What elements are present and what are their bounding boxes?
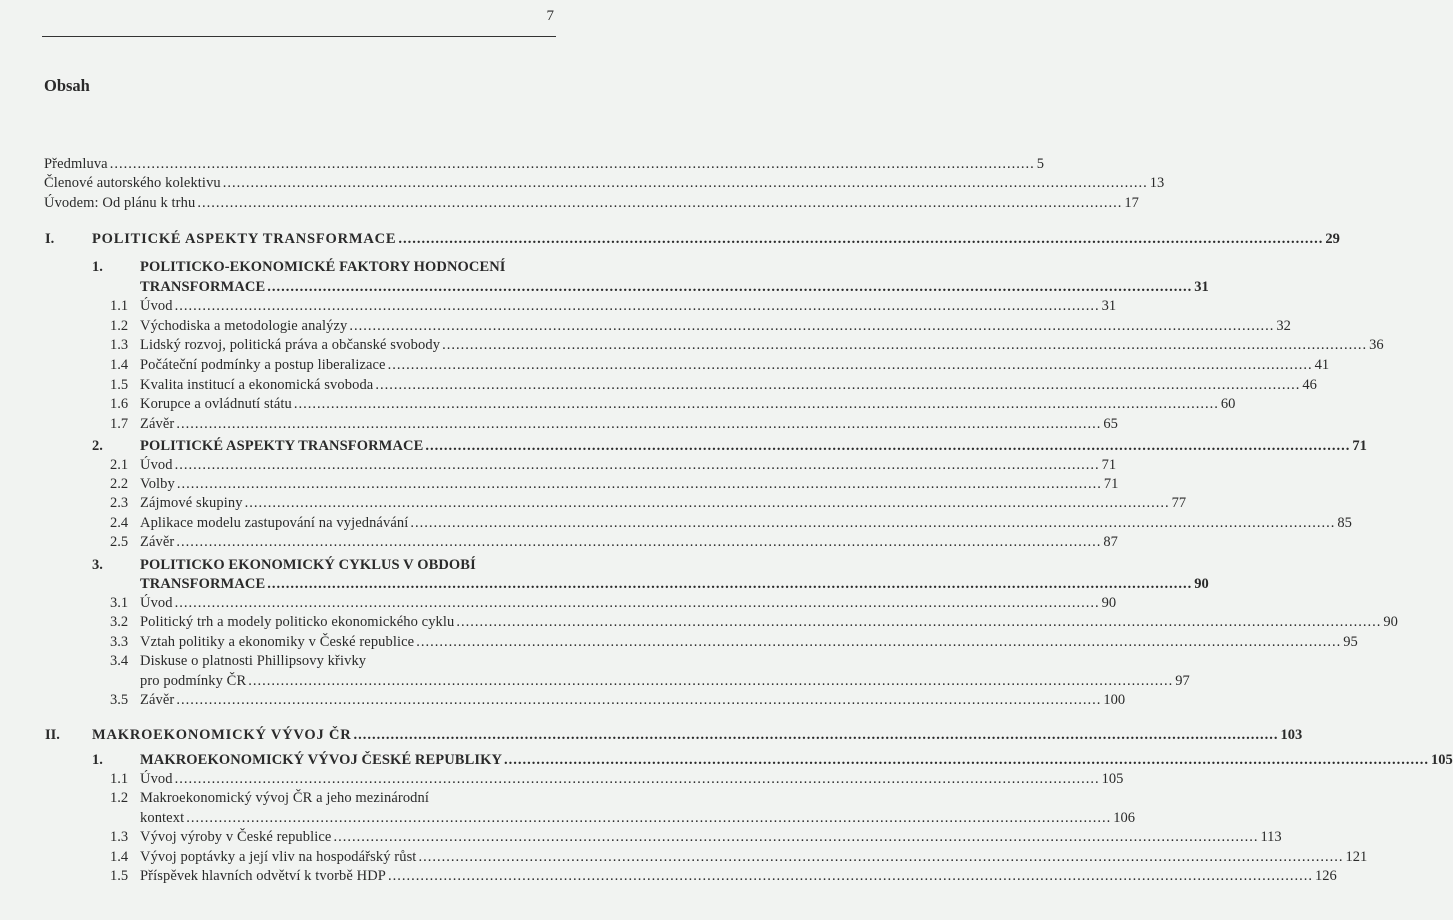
- toc-entry: [0, 456, 1117, 475]
- toc-entry-page: 90: [1194, 576, 1209, 592]
- toc-entry: [0, 278, 1209, 297]
- toc-entry-page: 77: [1171, 495, 1187, 511]
- toc-entry-number: 2.: [92, 438, 103, 454]
- dot-leader: ........................................................................................................................................................................................................: [410, 515, 1336, 531]
- toc-entry-title: Východiska a metodologie analýzy: [140, 318, 348, 334]
- toc-entry-number: 2.1: [110, 457, 129, 473]
- toc-entry-title: Úvod: [140, 298, 173, 314]
- toc-entry-page: 90: [1383, 614, 1398, 630]
- toc-entry-title: Volby: [140, 476, 175, 492]
- toc-entry: [0, 770, 1124, 789]
- toc-entry-title: Počáteční podmínky a postup liberalizace: [140, 357, 386, 373]
- toc-entry: [0, 828, 1282, 847]
- toc-entry-page: 121: [1345, 849, 1368, 865]
- toc-entry: [0, 751, 1453, 770]
- toc-entry-page: 5: [1036, 156, 1044, 172]
- toc-entry: [0, 376, 1317, 395]
- toc-entry-number: 1.2: [110, 790, 129, 806]
- toc-entry: [0, 613, 1398, 632]
- dot-leader: ........................................................................................................................................................................................................: [176, 476, 1102, 492]
- toc-entry-page: 105: [1431, 752, 1453, 768]
- toc-entry-page: 97: [1175, 673, 1190, 689]
- dot-leader: ........................................................................................................................................................................................................: [416, 634, 1342, 650]
- toc-entry-title: Kvalita institucí a ekonomická svoboda: [140, 377, 374, 393]
- dot-leader: ........................................................................................................................................................................................................: [387, 868, 1313, 884]
- toc-entry-page: 87: [1103, 534, 1118, 550]
- toc-entry: [0, 297, 1117, 316]
- toc-entry: [0, 514, 1352, 533]
- toc-entry-title: POLITICKO-EKONOMICKÉ FAKTORY HODNOCENÍ: [140, 259, 506, 275]
- toc-entry-page: 32: [1276, 318, 1291, 334]
- toc-entry-title: Závěr: [140, 534, 175, 550]
- toc-entry: [0, 867, 1337, 886]
- toc-entry-page: 126: [1314, 868, 1337, 884]
- toc-entry-number: 3.5: [110, 692, 129, 708]
- toc-entry-title: Úvod: [140, 595, 173, 611]
- toc-entry: [0, 494, 1187, 513]
- toc-entry-number: 3.2: [110, 614, 129, 630]
- toc-entry-number: 1.5: [110, 868, 129, 884]
- toc-entry: [0, 174, 1165, 193]
- toc-entry-title: Vztah politiky a ekonomiky v České republice: [140, 634, 415, 650]
- toc-entry-number: 1.3: [110, 829, 129, 845]
- toc-entry-number: 2.3: [110, 495, 129, 511]
- toc-entry-number: 3.4: [110, 653, 129, 669]
- toc-entry-title: Makroekonomický vývoj ČR a jeho mezinárodní: [140, 790, 430, 806]
- toc-entry: [0, 556, 555, 575]
- toc-entry-number: 1.6: [110, 396, 129, 412]
- toc-entry-title: TRANSFORMACE: [140, 576, 266, 592]
- toc-entry-page: 90: [1101, 595, 1117, 611]
- dot-leader: ........................................................................................................................................................................................................: [174, 298, 1100, 314]
- toc-entry-page: 31: [1194, 279, 1209, 295]
- toc-entry-page: 106: [1113, 810, 1135, 826]
- toc-entry-title: POLITICKÉ ASPEKTY TRANSFORMACE: [92, 231, 397, 247]
- toc-entry-page: 100: [1103, 692, 1126, 708]
- toc-entry-title: Předmluva: [44, 156, 108, 172]
- toc-entry: [0, 594, 1117, 613]
- toc-entry-page: 31: [1101, 298, 1117, 314]
- toc-entry: [0, 258, 555, 277]
- toc-entry-title: Vývoj výroby v České republice: [140, 829, 332, 845]
- toc-entry-page: 46: [1302, 377, 1317, 393]
- toc-entry: [0, 230, 1340, 249]
- toc-entry-page: 13: [1149, 175, 1165, 191]
- toc-entry: [0, 652, 555, 671]
- toc-entry-title: MAKROEKONOMICKÝ VÝVOJ ČR: [92, 727, 352, 743]
- toc-entry: [0, 317, 1291, 336]
- toc-entry-title: TRANSFORMACE: [140, 279, 266, 295]
- toc-entry-title: Úvod: [140, 771, 173, 787]
- toc-entry-number: 2.5: [110, 534, 129, 550]
- toc-entry-title: Závěr: [140, 692, 175, 708]
- toc-entry-number: 1.1: [110, 298, 129, 314]
- toc-entry: [0, 437, 1367, 456]
- toc-entry-title: Úvod: [140, 457, 173, 473]
- toc-entry-title: Aplikace modelu zastupování na vyjednávání: [140, 515, 409, 531]
- toc-entry-page: 41: [1314, 357, 1330, 373]
- dot-leader: ........................................................................................................................................................................................................: [349, 318, 1275, 334]
- toc-entry-number: 1.7: [110, 416, 129, 432]
- toc-entry: [0, 415, 1118, 434]
- toc-entry-title: pro podmínky ČR: [140, 673, 247, 689]
- toc-entry-number: 1.: [92, 259, 103, 275]
- toc-entry-title: Závěr: [140, 416, 175, 432]
- toc-entry: [0, 475, 1119, 494]
- toc-entry-page: 113: [1260, 829, 1282, 845]
- toc-entry-number: 1.4: [110, 849, 129, 865]
- dot-leader: ........................................................................................................................................................................................................: [109, 156, 1035, 172]
- toc-entry: [0, 575, 1209, 594]
- toc-entry-title: Vývoj poptávky a její vliv na hospodářský růst: [140, 849, 417, 865]
- dot-leader: ........................................................................................................................................................................................................: [398, 231, 1324, 247]
- toc-entry-page: 60: [1220, 396, 1236, 412]
- dot-leader: ........................................................................................................................................................................................................: [174, 457, 1100, 473]
- dot-leader: ........................................................................................................................................................................................................: [176, 692, 1102, 708]
- toc-entry: [0, 848, 1368, 867]
- toc-entry: [0, 155, 1044, 174]
- toc-entry-number: 1.5: [110, 377, 129, 393]
- toc-entry-title: Diskuse o platnosti Phillipsovy křivky: [140, 653, 367, 669]
- toc-entry-page: 103: [1280, 727, 1303, 743]
- toc-entry: [0, 336, 1384, 355]
- dot-leader: ........................................................................................................................................................................................................: [244, 495, 1170, 511]
- toc-entry-title: MAKROEKONOMICKÝ VÝVOJ ČESKÉ REPUBLIKY: [140, 752, 503, 768]
- toc-entry: [0, 789, 555, 808]
- dot-leader: ........................................................................................................................................................................................................: [333, 829, 1259, 845]
- dot-leader: ........................................................................................................................................................................................................: [504, 752, 1430, 768]
- toc-entry: [0, 533, 1118, 552]
- toc-entry-title: POLITICKÉ ASPEKTY TRANSFORMACE: [140, 438, 424, 454]
- toc-entry-number: II.: [45, 727, 60, 743]
- toc-heading: Obsah: [44, 76, 90, 95]
- toc-entry-page: 71: [1352, 438, 1367, 454]
- toc-entry-title: Zájmové skupiny: [140, 495, 243, 511]
- dot-leader: ........................................................................................................................................................................................................: [418, 849, 1344, 865]
- dot-leader: ........................................................................................................................................................................................................: [267, 576, 1193, 592]
- toc-entry: [0, 672, 1190, 691]
- toc-entry-number: 1.2: [110, 318, 129, 334]
- dot-leader: ........................................................................................................................................................................................................: [425, 438, 1351, 454]
- dot-leader: ........................................................................................................................................................................................................: [248, 673, 1174, 689]
- toc-entry-page: 71: [1103, 476, 1119, 492]
- toc-entry-title: Korupce a ovládnutí státu: [140, 396, 292, 412]
- toc-entry-number: 1.4: [110, 357, 129, 373]
- dot-leader: ........................................................................................................................................................................................................: [186, 810, 1112, 826]
- toc-entry: [0, 194, 1139, 213]
- toc-entry-number: 3.3: [110, 634, 129, 650]
- toc-entry-number: 1.: [92, 752, 103, 768]
- header-rule: [42, 36, 556, 37]
- dot-leader: ........................................................................................................................................................................................................: [456, 614, 1382, 630]
- toc-entry-title: Členové autorského kolektivu: [44, 175, 221, 191]
- toc-entry: [0, 809, 1135, 828]
- toc-entry-title: Politický trh a modely politicko ekonomického cyklu: [140, 614, 455, 630]
- dot-leader: ........................................................................................................................................................................................................: [293, 396, 1219, 412]
- dot-leader: ........................................................................................................................................................................................................: [176, 416, 1102, 432]
- dot-leader: ........................................................................................................................................................................................................: [375, 377, 1301, 393]
- toc-entry-title: Příspěvek hlavních odvětví k tvorbě HDP: [140, 868, 386, 884]
- toc-entry-title: kontext: [140, 810, 185, 826]
- toc-entry-number: 2.2: [110, 476, 129, 492]
- toc-entry: [0, 633, 1358, 652]
- toc-entry-page: 71: [1101, 457, 1117, 473]
- toc-entry-title: Úvodem: Od plánu k trhu: [44, 195, 196, 211]
- dot-leader: ........................................................................................................................................................................................................: [197, 195, 1123, 211]
- dot-leader: ........................................................................................................................................................................................................: [442, 337, 1368, 353]
- page-number: 7: [546, 8, 554, 24]
- dot-leader: ........................................................................................................................................................................................................: [174, 595, 1100, 611]
- toc-entry-number: 1.1: [110, 771, 129, 787]
- dot-leader: ........................................................................................................................................................................................................: [353, 727, 1279, 743]
- toc-entry-number: I.: [45, 231, 55, 247]
- dot-leader: ........................................................................................................................................................................................................: [174, 771, 1100, 787]
- dot-leader: ........................................................................................................................................................................................................: [222, 175, 1148, 191]
- toc-entry: [0, 726, 1303, 745]
- toc-entry: [0, 356, 1330, 375]
- toc-entry-number: 2.4: [110, 515, 129, 531]
- toc-entry-page: 105: [1101, 771, 1124, 787]
- toc-entry: [0, 395, 1236, 414]
- dot-leader: ........................................................................................................................................................................................................: [387, 357, 1313, 373]
- toc-entry-page: 85: [1337, 515, 1352, 531]
- toc-entry-number: 3.: [92, 557, 103, 573]
- toc-entry-number: 1.3: [110, 337, 129, 353]
- toc-entry-page: 29: [1325, 231, 1340, 247]
- toc-entry-title: Lidský rozvoj, politická práva a občanské svobody: [140, 337, 441, 353]
- toc-entry-page: 65: [1103, 416, 1118, 432]
- toc-entry: [0, 691, 1126, 710]
- toc-entry-page: 36: [1369, 337, 1384, 353]
- dot-leader: ........................................................................................................................................................................................................: [267, 279, 1193, 295]
- toc-entry-title: POLITICKO EKONOMICKÝ CYKLUS V OBDOBÍ: [140, 557, 476, 573]
- dot-leader: ........................................................................................................................................................................................................: [176, 534, 1102, 550]
- toc-entry-page: 17: [1124, 195, 1139, 211]
- toc-entry-page: 95: [1343, 634, 1358, 650]
- toc-entry-number: 3.1: [110, 595, 129, 611]
